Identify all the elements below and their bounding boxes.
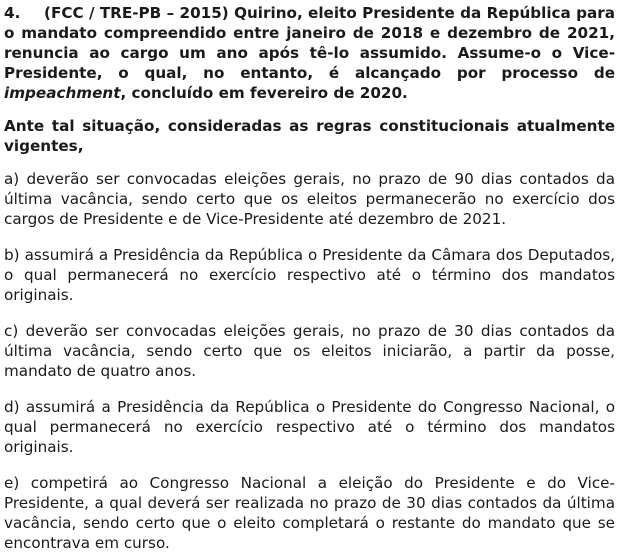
option-a-text: deverão ser convocadas eleições gerais, no prazo de 90 dias contados da última vacância, sendo certo que os eleitos permanecerão no exercício dos cargos de Presidente e de Vice-Presidente até dezembro de 2021. bbox=[4, 170, 616, 228]
option-d-letter: d) bbox=[4, 398, 20, 416]
option-c bbox=[4, 321, 615, 381]
option-c-text: deverão ser convocadas eleições gerais, no prazo de 30 dias contados da última vacância, sendo certo que os eleitos iniciarão, a partir da posse, mandato de quatro anos. bbox=[4, 322, 616, 380]
option-c-letter: c) bbox=[4, 322, 19, 340]
option-d-text: assumirá a Presidência da República o Presidente do Congresso Nacional, o qual permanecerá no exercício respectivo até o término dos mandatos originais. bbox=[4, 398, 615, 456]
question-stem: Ante tal situação, consideradas as regras constitucionais atualmente vigentes, bbox=[4, 117, 615, 155]
option-b-text: assumirá a Presidência da República o Presidente da Câmara dos Deputados, o qual permanecerá no exercício respectivo até o término dos mandatos originais. bbox=[4, 246, 615, 304]
option-a bbox=[4, 169, 615, 229]
option-b bbox=[4, 245, 615, 305]
option-b-letter: b) bbox=[4, 246, 20, 264]
option-e bbox=[4, 473, 615, 553]
option-d bbox=[4, 397, 615, 457]
question-header-text: (FCC / TRE-PB – 2015) Quirino, eleito Presidente da República para o mandato compreendido entre janeiro de 2018 e dezembro de 2021, renuncia ao cargo um ano após tê-lo assumido. Assume-o o Vice-Presidente, o qual, no entanto, é alcançado por processo de bbox=[4, 4, 615, 82]
option-e-letter: e) bbox=[4, 474, 20, 492]
question-number: 4. bbox=[4, 4, 21, 22]
question-header-end: , concluído em fevereiro de 2020. bbox=[120, 84, 408, 102]
question-italic-term: impeachment bbox=[4, 84, 121, 102]
option-a-letter: a) bbox=[4, 170, 20, 188]
option-e-text: competirá ao Congresso Nacional a eleição do Presidente e do Vice-Presidente, a qual deverá ser realizada no prazo de 30 dias contados da última vacância, sendo certo que o eleito completará o restante do mandato que se encontrava em curso. bbox=[4, 474, 616, 552]
question-header bbox=[4, 3, 615, 103]
